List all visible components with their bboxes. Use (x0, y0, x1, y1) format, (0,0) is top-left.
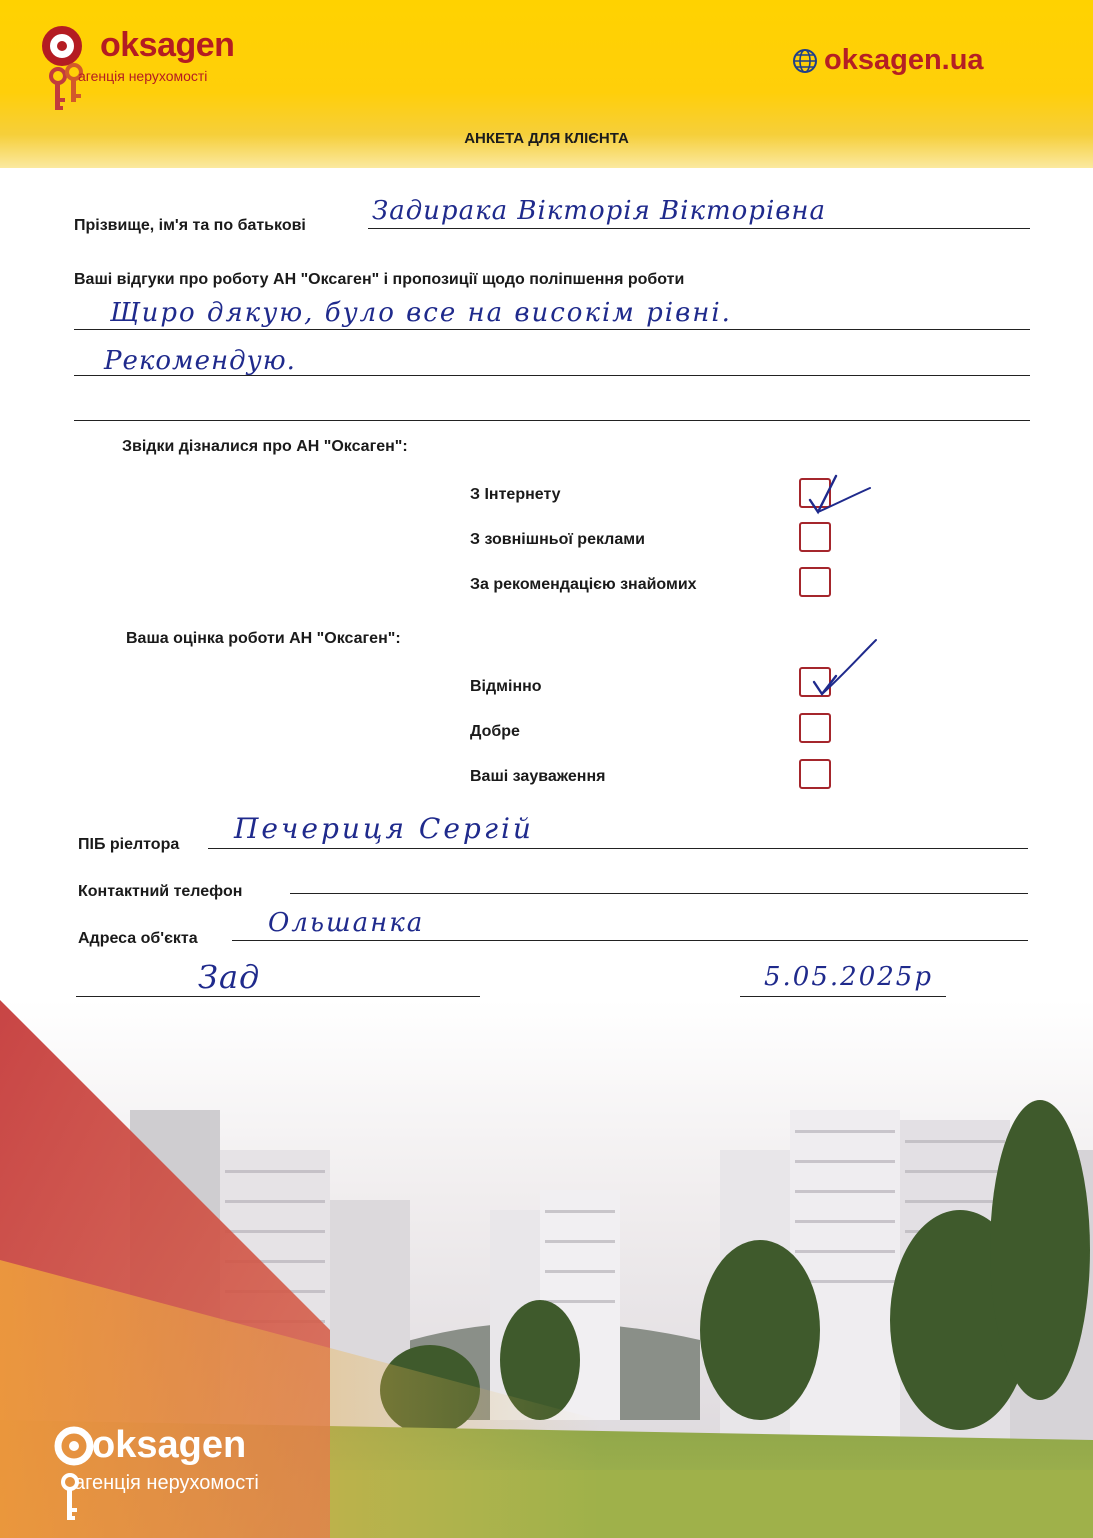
option-referral-label: За рекомендацією знайомих (470, 576, 697, 593)
website-link[interactable] (792, 44, 984, 77)
address-line (232, 940, 1028, 941)
realtor-value[interactable]: Печериця Сергій (234, 812, 534, 845)
name-line (368, 228, 1030, 229)
footer-logo-wordmark: oksagen (92, 1424, 247, 1466)
realtor-label: ПІБ ріелтора (78, 836, 180, 853)
option-good-label: Добре (470, 723, 520, 740)
source-question-label: Звідки дізналися про АН "Оксаген": (122, 438, 408, 455)
logo-subtitle: агенція нерухомості (78, 68, 208, 84)
option-outdoor-ads-checkbox[interactable] (799, 522, 831, 552)
option-remarks-label: Ваші зауваження (470, 768, 606, 785)
option-remarks-checkbox[interactable] (799, 759, 831, 789)
option-internet-label: З Інтернету (470, 486, 561, 503)
address-label: Адреса об'єкта (78, 930, 198, 947)
globe-icon (792, 48, 818, 74)
checkmark-icon (802, 474, 872, 518)
header-band (0, 0, 1093, 168)
phone-line (290, 893, 1028, 894)
name-label: Прізвище, ім'я та по батькові (74, 217, 306, 234)
option-good-checkbox[interactable] (799, 713, 831, 743)
signature-value[interactable]: Зад (198, 958, 261, 996)
feedback-line-1[interactable]: Щиро дякую, було все на високім рівні. (110, 298, 732, 328)
feedback-rule-3 (74, 420, 1030, 421)
feedback-rule-2 (74, 375, 1030, 376)
footer-logo-subtitle: агенція нерухомості (74, 1472, 259, 1494)
logo-wordmark: oksagen (100, 26, 235, 64)
realtor-line (208, 848, 1028, 849)
address-value[interactable]: Ольшанка (268, 908, 425, 938)
rating-question-label: Ваша оцінка роботи АН "Оксаген": (126, 630, 401, 647)
signature-line (76, 996, 480, 997)
name-value[interactable]: Задирака Вікторія Вікторівна (372, 196, 827, 226)
option-referral-checkbox[interactable] (799, 567, 831, 597)
website-text: oksagen.ua (824, 44, 984, 76)
phone-label: Контактний телефон (78, 883, 243, 900)
checkmark-icon (802, 636, 882, 702)
date-line (740, 996, 946, 997)
oksagen-logo (40, 24, 280, 119)
footer-logo (52, 1424, 312, 1534)
feedback-rule-1 (74, 329, 1030, 330)
feedback-label: Ваші відгуки про роботу АН "Оксаген" і пропозиції щодо поліпшення роботи (74, 271, 685, 288)
date-value[interactable]: 5.05.2025р (764, 962, 933, 992)
option-excellent-label: Відмінно (470, 678, 542, 695)
form-title: АНКЕТА ДЛЯ КЛІЄНТА (464, 130, 629, 147)
option-outdoor-ads-label: З зовнішньої реклами (470, 531, 645, 548)
feedback-line-2[interactable]: Рекомендую. (104, 346, 296, 376)
